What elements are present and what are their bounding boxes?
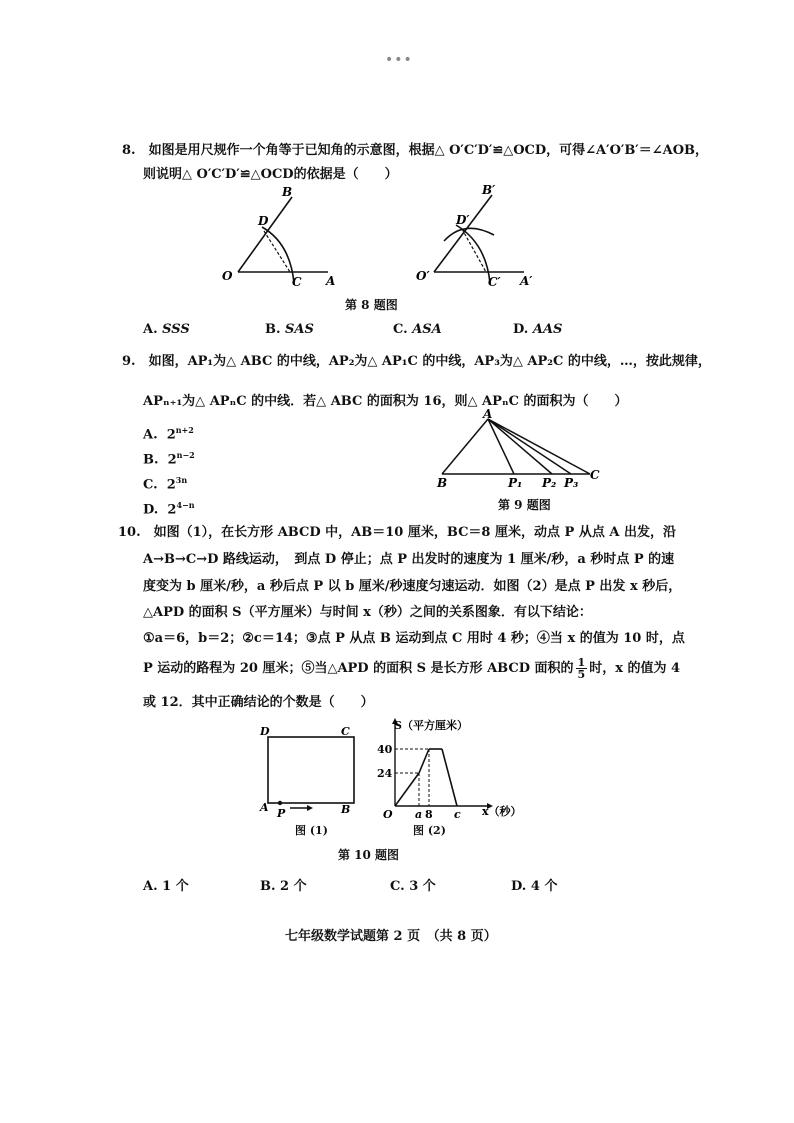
q8-label-B: B: [282, 185, 293, 199]
fig2-tick-8: 8: [425, 808, 433, 821]
fig1-label-P: P: [277, 807, 286, 820]
fig1-label-B: B: [341, 803, 351, 816]
fig2-tick-40: 40: [377, 743, 393, 756]
q10-line-4: △APD 的面积 S（平方厘米）与时间 x（秒）之间的关系图象．有以下结论：: [143, 605, 592, 620]
fraction-one-fifth: $\frac{1}{5}$: [577, 656, 586, 681]
q8-label-O: O: [222, 269, 233, 283]
q10-option-c: C. 3 个: [390, 879, 436, 894]
fig1-label-A: A: [260, 801, 269, 814]
q10-line-7: 或 12．其中正确结论的个数是（ ）: [143, 695, 374, 710]
q8-caption: 第 8 题图: [345, 298, 398, 312]
fig2-tick-a: a: [415, 808, 423, 821]
q10-line-2: A→B→C→D 路线运动， 到点 D 停止；点 P 出发时的速度为 1 厘米/秒，a 秒时点 P 的速: [143, 552, 675, 567]
q9-label-P3: P₃: [564, 476, 579, 490]
q9-label-B: B: [437, 476, 448, 490]
q8-label-D-prime: D′: [456, 213, 470, 227]
s-curve: [395, 749, 457, 806]
fig2-ylabel: S（平方厘米）: [394, 719, 468, 732]
fig2-origin: O: [383, 808, 393, 821]
q8-label-C: C: [292, 275, 302, 289]
more-icon[interactable]: •••: [385, 52, 413, 68]
q9-figure: [430, 407, 610, 492]
q9-option-d: D. $2^{4-n}$: [143, 500, 195, 518]
q8-label-O-prime: O′: [416, 269, 430, 283]
q9-option-b: B. $2^{n-2}$: [143, 450, 195, 468]
q10-option-b: B. 2 个: [260, 879, 307, 894]
q10-line-5: ①a＝6，b＝2；②c＝14；③点 P 从点 B 运动到点 C 用时 4 秒；④当 x 的值为 10 时，点: [143, 631, 685, 646]
rectangle-abcd: [268, 737, 354, 803]
fig2-xlabel: x（秒）: [482, 805, 522, 818]
q10-option-a: A. 1 个: [143, 879, 189, 894]
q8-label-D: D: [258, 214, 269, 228]
q10-figure-1: [255, 720, 365, 820]
q8-label-A: A: [326, 274, 336, 288]
point-p: [278, 801, 282, 805]
fig1-caption: 图 (1): [295, 824, 328, 837]
fig2-tick-c: c: [454, 808, 461, 821]
q9-option-a: A. $2^{n+2}$: [143, 425, 194, 443]
q8-figure: [210, 183, 570, 298]
q8-label-A-prime: A′: [520, 274, 533, 288]
page-footer: 七年级数学试题第 2 页 （共 8 页）: [285, 929, 497, 944]
fig2-caption: 图 (2): [413, 824, 446, 837]
fig1-label-D: D: [260, 725, 270, 738]
q8-option-c: C. ASA: [393, 322, 442, 337]
q8-option-a: A. SSS: [143, 322, 190, 337]
arrow-right-icon: [307, 805, 313, 811]
q9-label-C: C: [590, 468, 600, 482]
q9-label-P1: P₁: [508, 476, 523, 490]
q10-option-d: D. 4 个: [511, 879, 558, 894]
q8-label-C-prime: C′: [488, 275, 501, 289]
q10-line-6: P 运动的路程为 20 厘米；⑤当△APD 的面积 S 是长方形 ABCD 面积的 $\frac{1}{5}$ 时，x 的值为 4: [143, 656, 681, 681]
q10-caption: 第 10 题图: [338, 848, 400, 862]
q9-option-c: C. $2^{3n}$: [143, 475, 188, 493]
q10-figure-2: [375, 712, 535, 822]
q10-line-3: 度变为 b 厘米/秒，a 秒后点 P 以 b 厘米/秒速度匀速运动．如图（2）是点 P 出发 x 秒后，: [143, 579, 682, 594]
q8-option-b: B. SAS: [265, 322, 314, 337]
q9-label-P2: P₂: [542, 476, 557, 490]
q9-line-2: APₙ₊₁为△ APₙC 的中线．若△ ABC 的面积为 16，则△ APₙC 的面积为（ ）: [143, 394, 628, 409]
q10-line-1: 10. 如图（1），在长方形 ABCD 中，AB＝10 厘米，BC＝8 厘米，动点 P 从点 A 出发，沿: [118, 525, 676, 540]
q8-line-2: 则说明△ O′C′D′≌△OCD的依据是（ ）: [143, 167, 398, 182]
q8-left-angle: [238, 197, 328, 283]
fig1-label-C: C: [341, 725, 350, 738]
q9-line-1: 9. 如图，AP₁为△ ABC 的中线，AP₂为△ AP₁C 的中线，AP₃为△ AP₂C 的中线，…，按此规律，: [122, 354, 711, 369]
fig2-tick-24: 24: [377, 767, 393, 780]
q8-line-1: 8. 如图是用尺规作一个角等于已知角的示意图，根据△ O′C′D′≌△OCD，可得∠A′O′B′＝∠AOB，: [122, 143, 709, 158]
q9-triangle: [442, 419, 590, 474]
q8-label-B-prime: B′: [482, 183, 496, 197]
q8-right-angle: [434, 195, 524, 283]
q8-option-d: D. AAS: [513, 322, 563, 337]
q9-label-A: A: [483, 407, 493, 421]
q9-caption: 第 9 题图: [498, 498, 551, 512]
